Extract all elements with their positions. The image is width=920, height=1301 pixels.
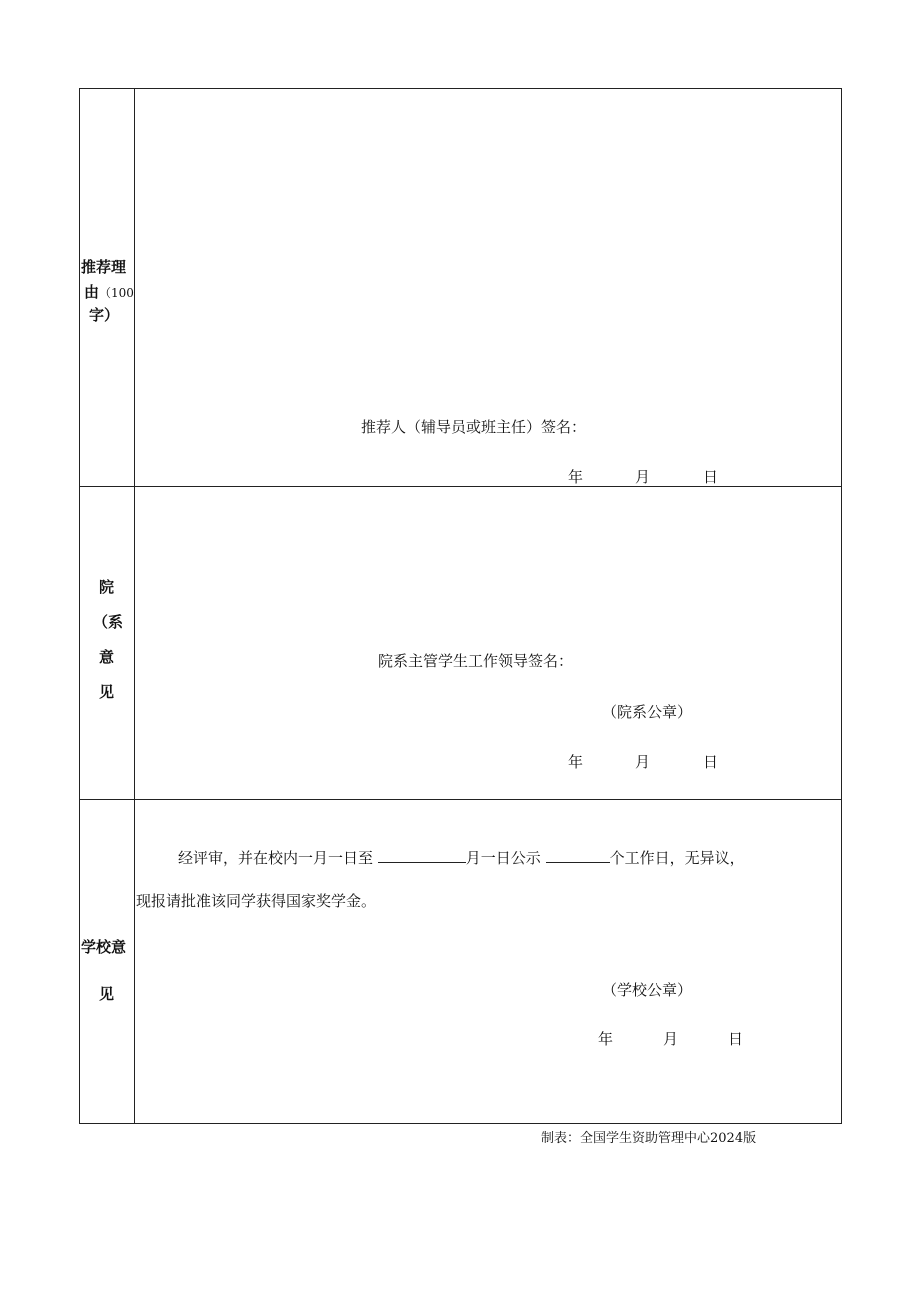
school-content-cell[interactable] — [135, 800, 841, 1123]
date-year: 年 — [568, 468, 584, 486]
school-opinion-row — [80, 800, 841, 1123]
recommendation-row — [80, 89, 841, 487]
department-seal: （院系公章） — [602, 703, 693, 721]
date-day: 日 — [728, 1030, 744, 1048]
department-opinion-row — [80, 487, 841, 800]
review-text-part2: 月一日公示 — [465, 849, 541, 867]
recommendation-label-line2b: （100 — [99, 286, 134, 300]
date-day: 日 — [703, 753, 719, 771]
scholarship-form-table — [79, 88, 842, 1124]
recommender-signature-label: 推荐人（辅导员或班主任）签名： — [361, 418, 587, 436]
department-label-cell — [80, 487, 135, 799]
department-label-line2: （系 — [93, 613, 124, 631]
review-text-part1: 经评审，并在校内一月一日至 — [178, 849, 374, 867]
school-label-line2: 见 — [99, 985, 115, 1003]
review-text-part3: 个工作日，无异议， — [609, 849, 745, 867]
department-label-line4: 见 — [99, 683, 115, 701]
date-blank-field[interactable] — [378, 848, 466, 863]
recommendation-label-line3: 字） — [89, 306, 120, 324]
department-signature-label: 院系主管学生工作领导签名： — [378, 652, 574, 670]
date-month: 月 — [635, 753, 651, 771]
school-label-cell — [80, 800, 135, 1123]
recommendation-label-line1: 推荐理 — [81, 258, 127, 276]
department-label-line1: 院 — [99, 578, 115, 596]
date-year: 年 — [598, 1030, 614, 1048]
form-footer-credit: 制表：全国学生资助管理中心2024版 — [541, 1131, 757, 1146]
school-seal: （学校公章） — [602, 981, 693, 999]
date-year: 年 — [568, 753, 584, 771]
recommendation-label-cell — [80, 89, 135, 486]
date-day: 日 — [703, 468, 719, 486]
school-label-line1: 学校意 — [81, 938, 127, 956]
department-content-cell[interactable] — [135, 487, 841, 799]
recommendation-label-line2 — [84, 281, 134, 302]
recommendation-label-line2a: 由 — [84, 283, 100, 301]
workday-count-blank-field[interactable] — [546, 848, 610, 863]
date-month: 月 — [635, 468, 651, 486]
school-review-text-line2: 现报请批准该同学获得国家奖学金。 — [136, 892, 377, 910]
recommendation-content-cell[interactable] — [135, 89, 841, 486]
school-review-text-line1 — [178, 847, 745, 868]
department-label-line3: 意 — [99, 648, 115, 666]
date-month: 月 — [663, 1030, 679, 1048]
